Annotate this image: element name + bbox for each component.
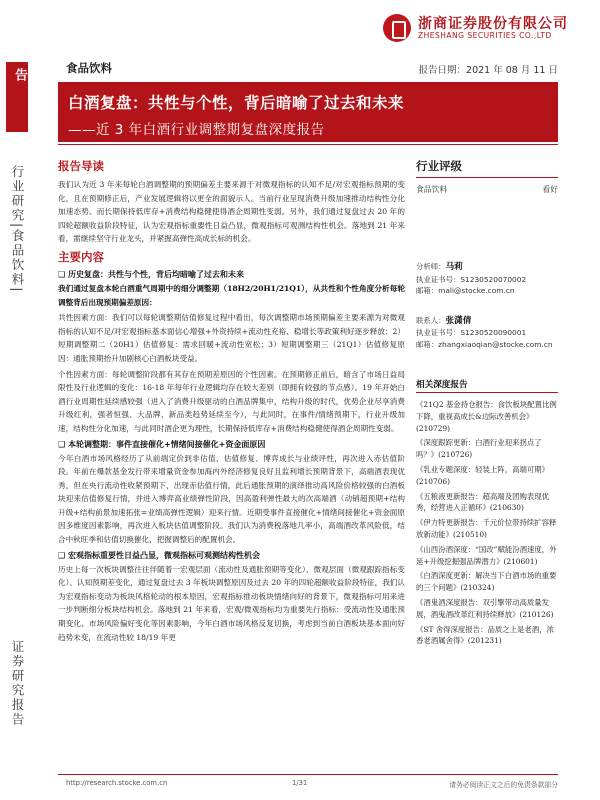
contact-block: 联系人：张潇倩 执业证书号：S1230520090001 邮箱：zhangxiaoqian@stocke.com.cn	[416, 315, 558, 351]
footer-url-link[interactable]: http://research.stocke.com.cn	[66, 779, 168, 787]
company-name-en: ZHESHANG SECURITIES CO.,LTD	[418, 31, 552, 40]
title-banner	[58, 82, 558, 142]
item2-title: ❑ 本轮调整期：事件直接催化+情绪间接催化+资金面原因	[58, 439, 266, 449]
related-report-item[interactable]: 《白酒深度更新：解决当下白酒市场的重要的三个问题》(210324)	[416, 571, 557, 593]
contact-name: 张潇倩	[445, 315, 472, 326]
sidebar-report-label: 证券研究报告	[10, 640, 25, 727]
footer-disclaimer: 请务必阅读正文之后的免责条款部分	[449, 781, 558, 789]
main-column	[58, 158, 405, 646]
footer-divider	[58, 774, 558, 775]
analyst-block: 分析师：马莉 执业证书号：S1230520070002 邮箱：mali@stocke.com.cn	[416, 261, 558, 297]
related-report-item[interactable]: 《山西汾酒深度：“国改”赋能汾酒速度，外延+升级挖掘强品牌潜力》(210601)	[416, 544, 557, 566]
contact-email[interactable]: 邮箱：zhangxiaoqian@stocke.com.cn	[416, 339, 553, 349]
related-heading: 相关深度报告	[416, 378, 558, 393]
page-title: 白酒复盘：共性与个性，背后暗喻了过去和未来	[68, 94, 405, 112]
sidebar-industry-label: 行业研究|食品饮料|	[10, 165, 25, 294]
company-name-cn: 浙商证券股份有限公司	[418, 16, 568, 32]
related-reports	[416, 378, 558, 647]
analyst-name: 马莉	[445, 262, 463, 272]
item1-individual-factors: 个性因素方面：每轮调整阶段都有其存在预期差原因的个性因素。在预期修正前后，暗含了市场日益局限性及行业逻辑的变化：16-18 年每年行业逻辑均存在较大差别（即拥有较强的节点感）。19 年开始白酒行业周期性延续感较强（进入了消费升级驱动的白酒品牌集中，结构升级的时代，优势企业尽享消费升级红利，强者恒强、大品牌、新品类趋势延续至今），与此同时，在事件/情绪预期下，行业升级加速，结构性分化加速，与此同时酒企更为理性，长期保持低库存+消费结构稳健使得酒企周期性变弱。	[58, 369, 405, 433]
report-category-tab	[6, 62, 46, 132]
item2-paragraph: 今年白酒市场风格经历了从前端定价到非估值、估值修复、博弈成长与业绩评性，再次进入赤估值阶段。年前在爆款基金发行带来增量资金参加海内外经济修复良好且监利增长预期背景下，高端酒表现优秀，但在央行流动性收紧预期下，出现赤估值行情，此后通胀预期的演绎推动高风险价格较强的白酒板块迎来估值修复行情，并进入博弈高业绩弹性阶段，因高盈利弹性最大的次高端酒（动销超预期+结构升级+结构前景加速拓张=业绩高弹性逻辑）迎来行情。近期受事件直接催化+情绪间接催化+资金面原因多维度因素影响，再次进入板块估值调整阶段。我们认为消费税落地几率小，高端酒改革风险低，结合中秋旺季和估值切换催化，把握调整后的配置机会。	[58, 453, 405, 545]
page-subtitle: ——近 3 年白酒行业调整期复盘深度报告	[68, 122, 325, 138]
analyst-email[interactable]: 邮箱：mali@stocke.com.cn	[416, 286, 515, 295]
main-content-heading: 主要内容	[58, 249, 104, 264]
guide-paragraph: 我们认为近 3 年来每轮白酒调整期的预期偏差主要来源于对微观指标的认知不足/对宏观指标预期的变化，且在预期修正后，产业发展逻辑将以更全的面貌示人。当前行业呈现消费升级加速推动结构性分化加速态势。而长期保持低库存+消费结构稳健使得酒企周期性变弱。另外，我们通过复盘过去 20 年的四轮超额收益阶段特征，认为宏观指标重要性日益凸显，微观指标可观测结构性机会。落地到 21 年来看，需继续坚守行业龙头，并紧握高弹性高成长标的机会。	[58, 180, 405, 244]
related-report-item[interactable]: 《乳业专题深度：轻装上阵，高端可期》(210706)	[416, 464, 550, 486]
report-date: 报告日期：2021 年 08 月 11 日	[418, 65, 558, 76]
page-number: 1/31	[292, 779, 308, 787]
side-column	[416, 158, 558, 650]
rating-industry: 食品饮料	[416, 185, 448, 194]
title-divider	[58, 144, 558, 145]
report-category-label: 深度报告	[12, 68, 46, 119]
analyst-cert: 执业证书号：S1230520070002	[416, 274, 527, 284]
item3-title: ❑ 宏观指标重要性日益凸显，微观指标可观测结构性机会	[58, 550, 260, 560]
report-industry: 食品饮料	[66, 61, 112, 75]
company-logo-icon	[383, 14, 411, 42]
item3-paragraph: 历史上每一次板块调整往往伴随着一宏观层面（流动性及通胀预期等变化）、微观层面（微观跟踪指标变化）、认知预期差变化，通过复盘过去 3 年板块调整原因及过去 20 年的四轮超额收益阶段特征，我们认为宏观指标变动为板块风格轮动的根本原因，宏观指标推动板块情绪向好的背景下，微观指标可用来进一步判断细分板块结构机会。落地到 21 年来看，宏观/微观指标均为重要先行指标：受流动性及通胀预期变化、市场风险偏好变化等因素影响，今年白酒市场风格反复切换，考虑到当前白酒板块基本面向好趋势未变，在流动性较 18/19 年更	[58, 564, 405, 642]
related-report-item[interactable]: 《五粮液更新报告：超高端及团购表现优秀，经营进入正循环》(210630)	[416, 491, 550, 513]
item1-common-factors: 共性因素方面：我们可以每轮调整期估值修复过程中看出，每次调整期市场预期偏差主要来源为对微观指标的认知不足/对宏观指标基本面信心增强+外资持续+流动性充裕、稳增长等政策利好逐步释放；2）短期调整期二（20H1）估值修复：需求回暖+流动性宽松；3）短期调整期三（21Q1）估值修复原因：通胀预期抬升加剧核心白酒板块受益。	[58, 313, 405, 363]
contact-cert: 执业证书号：S1230520090001	[416, 328, 527, 337]
related-report-item[interactable]: 《深度跟踪更新：白酒行业迎来拐点了吗？》(210726)	[416, 438, 542, 460]
item1-lead: 我们通过复盘本轮白酒重气周期中的细分调整期（18H2/20H1/21Q1），从共性和个性角度分析每轮调整背后出现预期偏差原因：	[58, 283, 405, 307]
rating-value: 看好	[542, 185, 558, 194]
related-report-item[interactable]: 《伊力特更新报告：千元价位带持续扩容释放新动能》(210510)	[416, 518, 557, 539]
guide-heading: 报告导读	[58, 159, 104, 173]
related-report-item[interactable]: 《酒鬼酒深度报告：双引擎带动高质量发展，酒鬼酒改革红利持续释放》(210126)	[416, 597, 554, 619]
related-report-item[interactable]: 《ST 舍得深度报告：品质之上是老酒，浓香老酒属舍得》(201231)	[416, 624, 554, 646]
item1-title: ❑ 历史复盘：共性与个性，背后均暗喻了过去和未来	[58, 269, 244, 279]
related-report-item[interactable]: 《21Q2 基金持仓报告：食饮板块配置比例下降，重视高成长&边际改善机会》(210729)	[416, 400, 557, 433]
rating-heading: 行业评级	[416, 158, 558, 178]
rating-row	[416, 184, 558, 195]
